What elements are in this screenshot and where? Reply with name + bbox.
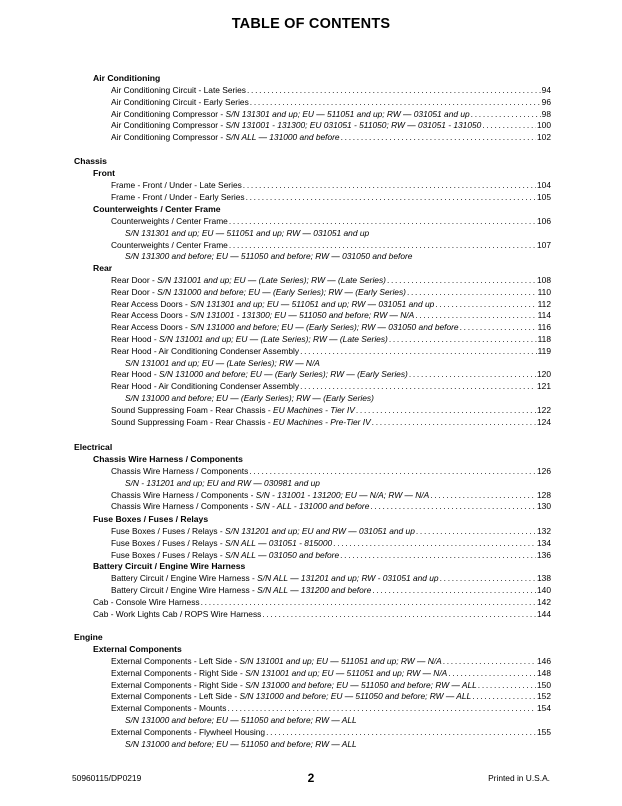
toc-entry-detail: S/N 131301 and up; EU — 511051 and up; RW — 031051 and up bbox=[125, 227, 370, 238]
toc-entry-page: 130 bbox=[537, 501, 551, 512]
dot-leader bbox=[472, 691, 536, 702]
toc-entry[interactable] bbox=[111, 466, 551, 477]
toc-entry[interactable] bbox=[111, 120, 551, 131]
toc-entry-detail: S/N 131000 and before; EU — 511050 and before; RW — ALL bbox=[125, 715, 357, 725]
toc-entry[interactable] bbox=[111, 691, 551, 702]
dot-leader bbox=[227, 703, 536, 714]
toc-entry[interactable] bbox=[93, 609, 551, 620]
toc-entry-serial: S/N 131001 and up; EU — (Late Series); RW — (Late Series) bbox=[157, 275, 386, 285]
toc-entry[interactable] bbox=[111, 703, 551, 714]
document-number: 50960115/DP0219 bbox=[72, 773, 142, 783]
toc-entry-page: 152 bbox=[537, 691, 551, 702]
toc-entry[interactable] bbox=[111, 369, 551, 380]
toc-entry[interactable] bbox=[111, 381, 551, 392]
toc-entry-serial: EU Machines - Tier IV bbox=[273, 404, 355, 415]
toc-entry-label: Air Conditioning Circuit - Early Series bbox=[111, 96, 249, 107]
toc-entry[interactable] bbox=[111, 240, 551, 251]
dot-leader bbox=[448, 668, 536, 679]
toc-entry-label: Rear Hood - S/N 131001 and up; EU — (Late Series); RW — (Late Series) bbox=[111, 334, 388, 344]
toc-entry-page: 134 bbox=[537, 537, 551, 548]
toc-entry-label: Cab - Work Lights Cab / ROPS Wire Harness bbox=[93, 608, 262, 619]
dot-leader bbox=[471, 109, 541, 120]
toc-entry-label: External Components - Right Side - S/N 131000 and before; EU — 511050 and before; RW — ALL bbox=[111, 679, 477, 690]
dot-leader bbox=[440, 573, 536, 584]
toc-entry-serial: S/N 131001 - 131300; EU — 511050 and before; RW — N/A bbox=[190, 310, 415, 321]
toc-entry-serial: S/N ALL — 131201 and up; RW - 031051 and up bbox=[257, 573, 439, 583]
dot-leader bbox=[482, 120, 536, 131]
toc-entry-serial: S/N 131001 and up; EU — 511051 and up; RW — N/A bbox=[245, 667, 448, 678]
toc-entry-label: Sound Suppressing Foam - Rear Chassis - EU Machines - Pre-Tier IV bbox=[111, 416, 371, 427]
toc-entry[interactable] bbox=[111, 550, 551, 561]
subsection-battery-circuit: Battery Circuit / Engine Wire Harness bbox=[93, 561, 246, 571]
toc-entry-label: Battery Circuit / Engine Wire Harness - S/N ALL — 131200 and before bbox=[111, 584, 372, 595]
dot-leader bbox=[246, 192, 536, 203]
toc-entry-label: External Components - Left Side - S/N 131001 and up; EU — 511051 and up; RW — N/A bbox=[111, 656, 442, 666]
toc-entry-page: 110 bbox=[537, 286, 551, 297]
toc-entry-page: 124 bbox=[537, 416, 551, 427]
subsection-chassis-wire-harness: Chassis Wire Harness / Components bbox=[93, 454, 243, 464]
toc-entry-label: Fuse Boxes / Fuses / Relays - S/N ALL — 031050 and before bbox=[111, 549, 340, 560]
dot-leader bbox=[430, 490, 536, 501]
dot-leader bbox=[389, 334, 537, 345]
dot-leader bbox=[416, 526, 536, 537]
dot-leader bbox=[409, 369, 536, 380]
dot-leader bbox=[262, 609, 536, 620]
subsection-front: Front bbox=[93, 168, 115, 178]
section-chassis: Chassis bbox=[74, 156, 107, 166]
toc-entry-serial: S/N 131301 and up; EU — 511051 and up; RW — 031051 and up bbox=[225, 108, 470, 119]
dot-leader bbox=[300, 346, 537, 357]
toc-entry-serial: S/N ALL — 131200 and before bbox=[257, 584, 372, 595]
toc-entry[interactable] bbox=[111, 526, 551, 537]
toc-entry-label: Fuse Boxes / Fuses / Relays - S/N 131201 and up; EU and RW — 031051 and up bbox=[111, 526, 415, 536]
toc-entry-page: 144 bbox=[537, 608, 551, 619]
toc-entry[interactable] bbox=[111, 538, 551, 549]
toc-entry-page: 106 bbox=[537, 216, 551, 226]
toc-entry-page: 107 bbox=[537, 239, 551, 250]
toc-entry[interactable] bbox=[111, 727, 551, 738]
toc-entry-serial: S/N 131001 and up; EU — (Late Series); RW — (Late Series) bbox=[158, 334, 388, 344]
toc-entry[interactable] bbox=[111, 180, 551, 191]
toc-entry-serial: S/N ALL — 031050 and before bbox=[225, 549, 340, 560]
dot-leader bbox=[266, 727, 536, 738]
dot-leader bbox=[370, 501, 536, 512]
toc-entry-label: Rear Door - S/N 131000 and before; EU — (Early Series); RW — (Early Series) bbox=[111, 286, 406, 297]
toc-entry-serial: S/N ALL — 031051 - 815000 bbox=[225, 537, 333, 548]
toc-entry[interactable] bbox=[111, 132, 551, 143]
toc-entry[interactable] bbox=[111, 585, 551, 596]
page-title: TABLE OF CONTENTS bbox=[231, 16, 391, 32]
toc-entry-page: 150 bbox=[537, 679, 551, 690]
toc-entry-serial: S/N 131000 and before; EU — (Early Series); RW — (Early Series) bbox=[158, 369, 408, 380]
toc-entry-page: 94 bbox=[541, 85, 551, 95]
dot-leader bbox=[201, 597, 536, 608]
dot-leader bbox=[460, 322, 537, 333]
subsection-fuse-boxes: Fuse Boxes / Fuses / Relays bbox=[93, 514, 209, 524]
toc-entry-label: Sound Suppressing Foam - Rear Chassis - EU Machines - Tier IV bbox=[111, 404, 355, 415]
toc-entry-label: Rear Hood - Air Conditioning Condenser Assembly bbox=[111, 381, 300, 392]
toc-entry-label: External Components - Mounts bbox=[111, 703, 227, 714]
toc-entry[interactable] bbox=[111, 334, 551, 345]
toc-entry-page: 108 bbox=[537, 275, 551, 285]
toc-entry-label: Counterweights / Center Frame bbox=[111, 216, 228, 226]
toc-entry-label: Rear Access Doors - S/N 131000 and before; EU — (Early Series); RW — 031050 and before bbox=[111, 322, 459, 333]
toc-entry[interactable] bbox=[111, 109, 551, 120]
toc-entry-page: 138 bbox=[537, 573, 551, 583]
toc-entry-label: Rear Access Doors - S/N 131301 and up; EU — 511051 and up; RW — 031051 and up bbox=[111, 298, 435, 309]
dot-leader bbox=[340, 550, 536, 561]
toc-entry-page: 128 bbox=[537, 489, 551, 500]
dot-leader bbox=[333, 538, 536, 549]
toc-entry-label: Air Conditioning Compressor - S/N 131301 and up; EU — 511051 and up; RW — 031051 and up bbox=[111, 108, 470, 119]
toc-entry[interactable] bbox=[111, 216, 551, 227]
toc-entry-label: External Components - Right Side - S/N 131001 and up; EU — 511051 and up; RW — N/A bbox=[111, 667, 448, 678]
toc-entry-serial: S/N 131301 and up; EU — 511051 and up; RW — 031051 and up bbox=[190, 298, 435, 309]
toc-entry-page: 132 bbox=[537, 526, 551, 536]
toc-entry-page: 104 bbox=[537, 180, 551, 190]
subsection-counterweights: Counterweights / Center Frame bbox=[93, 204, 221, 214]
toc-entry-label: Cab - Console Wire Harness bbox=[93, 597, 200, 607]
toc-entry[interactable] bbox=[111, 405, 551, 416]
toc-entry[interactable] bbox=[111, 680, 551, 691]
dot-leader bbox=[341, 132, 536, 143]
toc-entry-serial: S/N - 131001 - 131200; EU — N/A; RW — N/A bbox=[255, 489, 430, 500]
dot-leader bbox=[415, 310, 536, 321]
toc-entry-page: 146 bbox=[537, 656, 551, 666]
toc-entry-page: 118 bbox=[537, 334, 551, 344]
toc-entry-label: Rear Access Doors - S/N 131001 - 131300; EU — 511050 and before; RW — N/A bbox=[111, 310, 415, 321]
toc-entry-label: Chassis Wire Harness / Components - S/N - ALL - 131000 and before bbox=[111, 501, 370, 512]
toc-entry-page: 136 bbox=[537, 549, 551, 560]
toc-entry[interactable] bbox=[111, 573, 551, 584]
toc-entry-page: 122 bbox=[537, 404, 551, 415]
toc-entry[interactable] bbox=[111, 501, 551, 512]
dot-leader bbox=[300, 381, 536, 392]
toc-entry[interactable] bbox=[111, 85, 551, 96]
toc-entry-detail: S/N 131000 and before; EU — (Early Series); RW — (Early Series) bbox=[125, 393, 374, 403]
toc-entry[interactable] bbox=[111, 192, 551, 203]
toc-entry-page: 119 bbox=[537, 345, 551, 356]
toc-entry-page: 100 bbox=[537, 120, 551, 131]
toc-entry-label: Fuse Boxes / Fuses / Relays - S/N ALL — 031051 - 815000 bbox=[111, 537, 333, 548]
dot-leader bbox=[372, 417, 536, 428]
toc-entry-page: 148 bbox=[537, 667, 551, 678]
section-air-conditioning: Air Conditioning bbox=[93, 73, 161, 83]
toc-entry-page: 98 bbox=[541, 108, 551, 119]
dot-leader bbox=[229, 240, 536, 251]
dot-leader bbox=[247, 85, 541, 96]
toc-entry-page: 142 bbox=[537, 597, 551, 607]
dot-leader bbox=[387, 275, 536, 286]
toc-entry-label: Counterweights / Center Frame bbox=[111, 239, 228, 250]
toc-entry-label: Battery Circuit / Engine Wire Harness - S/N ALL — 131201 and up; RW - 031051 and up bbox=[111, 573, 439, 583]
toc-entry[interactable] bbox=[111, 490, 551, 501]
toc-entry-page: 114 bbox=[537, 310, 551, 321]
toc-entry[interactable] bbox=[111, 346, 551, 357]
toc-entry-detail: S/N 131000 and before; EU — 511050 and before; RW — ALL bbox=[125, 738, 357, 749]
dot-leader bbox=[407, 287, 537, 298]
toc-entry[interactable] bbox=[111, 275, 551, 286]
toc-entry[interactable] bbox=[111, 322, 551, 333]
printed-note: Printed in U.S.A. bbox=[488, 773, 550, 783]
toc-entry-page: 105 bbox=[537, 191, 551, 202]
section-electrical: Electrical bbox=[74, 442, 113, 452]
toc-entry-page: 126 bbox=[537, 466, 551, 476]
toc-entry[interactable] bbox=[111, 656, 551, 667]
toc-entry-label: Air Conditioning Compressor - S/N 131001 - 131300; EU 031051 - 511050; RW — 031051 - 131050 bbox=[111, 120, 482, 131]
toc-entry-detail: S/N 131001 and up; EU — (Late Series); RW — N/A bbox=[125, 357, 320, 368]
toc-entry-serial: S/N 131201 and up; EU and RW — 031051 and up bbox=[225, 526, 415, 536]
toc-entry-label: Rear Hood - S/N 131000 and before; EU — (Early Series); RW — (Early Series) bbox=[111, 369, 408, 380]
dot-leader bbox=[249, 466, 536, 477]
toc-entry-page: 96 bbox=[541, 96, 551, 107]
toc-entry-page: 116 bbox=[537, 322, 551, 333]
toc-entry-page: 112 bbox=[537, 298, 551, 309]
toc-entry-label: Air Conditioning Compressor - S/N ALL — 131000 and before bbox=[111, 132, 340, 143]
toc-entry[interactable] bbox=[111, 417, 551, 428]
toc-entry[interactable] bbox=[111, 287, 551, 298]
toc-entry-label: Chassis Wire Harness / Components bbox=[111, 466, 249, 476]
toc-entry-page: 140 bbox=[537, 584, 551, 595]
toc-entry[interactable] bbox=[93, 597, 551, 608]
toc-entry-serial: EU Machines - Pre-Tier IV bbox=[273, 416, 371, 427]
dot-leader bbox=[372, 585, 536, 596]
dot-leader bbox=[435, 299, 536, 310]
dot-leader bbox=[250, 97, 541, 108]
toc-entry-serial: S/N 131001 and up; EU — 511051 and up; RW — N/A bbox=[239, 656, 442, 666]
toc-entry-page: 120 bbox=[537, 369, 551, 380]
toc-entry-label: Rear Hood - Air Conditioning Condenser Assembly bbox=[111, 345, 300, 356]
toc-entry-serial: S/N 131000 and before; EU — 511050 and before; RW — ALL bbox=[239, 691, 472, 702]
toc-entry-page: 121 bbox=[537, 381, 551, 392]
dot-leader bbox=[229, 216, 536, 227]
dot-leader bbox=[443, 656, 536, 667]
toc-entry-label: External Components - Flywheel Housing bbox=[111, 726, 266, 737]
toc-entry[interactable] bbox=[111, 668, 551, 679]
dot-leader bbox=[478, 680, 536, 691]
toc-entry-serial: S/N - ALL - 131000 and before bbox=[255, 501, 370, 512]
subsection-external-components: External Components bbox=[93, 644, 182, 654]
toc-entry[interactable] bbox=[111, 310, 551, 321]
toc-entry-serial: S/N 131001 - 131300; EU 031051 - 511050; RW — 031051 - 131050 bbox=[225, 120, 482, 131]
subsection-rear: Rear bbox=[93, 263, 113, 273]
toc-entry-detail: S/N - 131201 and up; EU and RW — 030981 and up bbox=[125, 477, 320, 488]
toc-entry[interactable] bbox=[111, 299, 551, 310]
toc-entry-serial: S/N 131000 and before; EU — 511050 and before; RW — ALL bbox=[245, 679, 477, 690]
toc-entry-label: Frame - Front / Under - Early Series bbox=[111, 191, 245, 202]
toc-entry-label: Chassis Wire Harness / Components - S/N - 131001 - 131200; EU — N/A; RW — N/A bbox=[111, 489, 430, 500]
section-engine: Engine bbox=[74, 632, 103, 642]
toc-entry-label: Rear Door - S/N 131001 and up; EU — (Late Series); RW — (Late Series) bbox=[111, 275, 386, 285]
toc-entry-detail: S/N 131300 and before; EU — 511050 and before; RW — 031050 and before bbox=[125, 251, 413, 262]
dot-leader bbox=[243, 180, 536, 191]
toc-entry-label: External Components - Left Side - S/N 131000 and before; EU — 511050 and before; RW — ALL bbox=[111, 691, 472, 702]
toc-entry-serial: S/N ALL — 131000 and before bbox=[225, 132, 340, 143]
page-number: 2 bbox=[307, 771, 315, 785]
toc-entry-serial: S/N 131000 and before; EU — (Early Series); RW — 031050 and before bbox=[190, 322, 459, 333]
dot-leader bbox=[356, 405, 536, 416]
toc-entry[interactable] bbox=[111, 97, 551, 108]
toc-entry-label: Air Conditioning Circuit - Late Series bbox=[111, 85, 246, 95]
toc-entry-serial: S/N 131000 and before; EU — (Early Series); RW — (Early Series) bbox=[157, 286, 406, 297]
toc-entry-page: 154 bbox=[537, 703, 551, 714]
toc-entry-page: 102 bbox=[537, 132, 551, 143]
toc-entry-page: 155 bbox=[537, 726, 551, 737]
toc-entry-label: Frame - Front / Under - Late Series bbox=[111, 180, 242, 190]
